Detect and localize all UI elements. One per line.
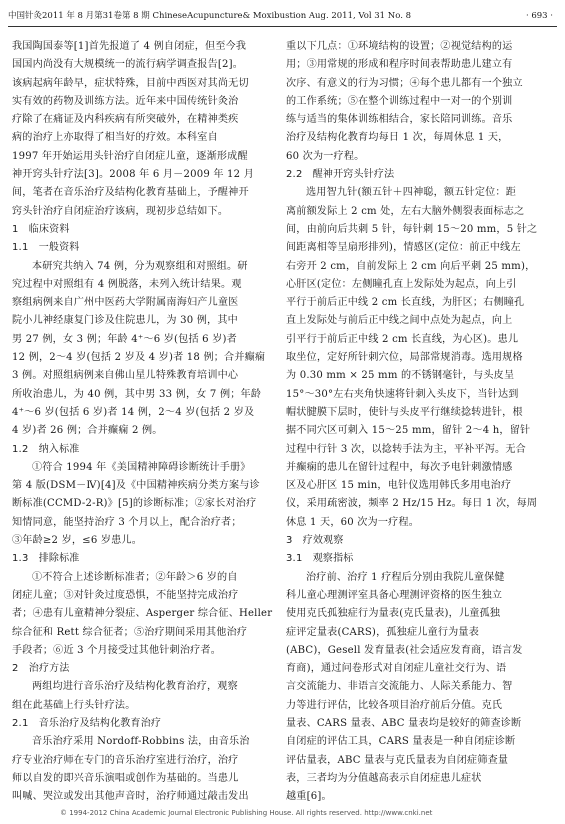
text-line: 科儿童心理测评室具备心理测评资格的医生独立 <box>286 589 503 601</box>
text-line: 量表、CARS 量表、ABC 量表均是较好的筛查诊断 <box>286 717 522 729</box>
left-column <box>12 38 278 808</box>
text-line: 过程中行针 3 次，以捻转手法为主，平补平泻。无合 <box>286 443 526 455</box>
text-line: 两组均进行音乐治疗及结构化教育治疗，观察 <box>32 681 238 693</box>
text-line: 越重[6]。 <box>286 791 332 803</box>
subsection-heading: 3.1 观察指标 <box>286 553 354 565</box>
copyright-footer: © 1994-2012 China Academic Journal Electronic Publishing House. All rights reserved. http://www.cnki.net <box>60 809 433 817</box>
text-line: 综合征和 Rett 综合征者；⑤治疗期间采用其他治疗 <box>12 626 248 638</box>
text-line: 该病起病年龄早，症状特殊，目前中西医对其尚无切 <box>12 77 249 89</box>
text-line: 究过程中对照组有 4 例脱落，未列入统计结果。观 <box>12 278 242 290</box>
subsection-heading: 1.1 一般资料 <box>12 242 80 254</box>
text-line: 言交流能力、非语言交流能力、人际关系能力、智 <box>286 681 513 693</box>
text-line: 窍头针治疗自闭症治疗该病，现初步总结如下。 <box>12 205 229 217</box>
text-line: 间，由前向后共刺 5 针，每针刺 15～20 mm，5 针之 <box>286 223 538 235</box>
text-line: 使用克氏孤独症行为量表(克氏量表)，儿童孤独 <box>286 608 501 620</box>
text-line: 4⁺～6 岁(包括 6 岁)者 14 例，2～4 岁(包括 2 岁及 <box>12 406 255 418</box>
text-line: 选用智九针(额五针＋四神聪，额五针定位：距 <box>306 187 517 199</box>
text-line: ①不符合上述诊断标准者；②年龄＞6 岁的自 <box>32 571 238 583</box>
text-line: ①符合 1994 年《美国精神障碍诊断统计手册》 <box>32 461 251 473</box>
text-line: ③年龄≥2 岁，≤6 岁患儿。 <box>12 535 143 547</box>
text-line: 并癫痫的患儿在留针过程中，每次予电针刺激情感 <box>286 461 513 473</box>
text-line: 用；③用常规的形成和程序时间表帮助患儿建立有 <box>286 59 513 71</box>
text-line: 仪，采用疏密波，频率 2 Hz/15 Hz。每日 1 次，每周 <box>286 498 538 510</box>
text-line: 15°～30°左右夹角快速将针刺入头皮下，当针达到 <box>286 388 519 400</box>
text-line: 断标准(CCMD-2-R)》[5]的诊断标准；②家长对治疗 <box>12 498 257 510</box>
subsection-heading: 2.1 音乐治疗及结构化教育治疗 <box>12 717 162 729</box>
text-line: 力等进行评估，比较各项目治疗前后分值。克氏 <box>286 699 503 711</box>
text-line: 平行于前后正中线 2 cm 长直线，为肝区；右侧瞳孔 <box>286 297 525 309</box>
text-line: 疗专业治疗师在专门的音乐治疗室进行治疗，治疗 <box>12 754 239 766</box>
text-line: 3 例。对照组病例来自佛山星儿特殊教育培训中心 <box>12 370 239 382</box>
text-line: 院小儿神经康复门诊及住院患儿，为 30 例，其中 <box>12 315 238 327</box>
text-line: 组在此基础上行头针疗法。 <box>12 699 136 711</box>
page-number: · 693 · <box>525 11 553 21</box>
text-line: 我国陶国泰等[1]首先报道了 4 例自闭症，但至今我 <box>12 41 247 52</box>
text-line: 心肝区(定位：左侧瞳孔直上发际处为起点，向上引 <box>286 278 517 290</box>
page-header <box>8 9 557 23</box>
text-line: 育商)，通过问卷形式对自闭症儿童社交行为、语 <box>286 663 507 675</box>
text-line: 所收治患儿，为 40 例，其中男 33 例，女 7 例；年龄 <box>12 388 262 400</box>
text-line: 叫喊、哭泣或发出其他声音时，治疗师通过敲击发出 <box>12 791 249 803</box>
subsection-heading <box>286 806 552 808</box>
text-line: 师以自发的即兴音乐演唱或创作为基础的。当患儿 <box>12 772 239 784</box>
text-line: 离前额发际上 2 cm 处，左右大脑外侧裂表面标志之 <box>286 205 525 217</box>
text-line: 据不同穴区可刺入 15～25 mm，留针 2～4 h，留针 <box>286 425 531 437</box>
text-line: 60 次为一疗程。 <box>286 150 365 162</box>
text-line: 取坐位，定好所针刺穴位，局部常规消毒。选用规格 <box>286 352 523 364</box>
text-line: 直上发际处与前后正中线之间中点处为起点，向上 <box>286 315 513 327</box>
text-line: 次序、有意义的行为习惯；④每个患儿都有一个独立 <box>286 77 523 89</box>
text-line: 间，笔者在音乐治疗及结构化教育基础上，予醒神开 <box>12 187 249 199</box>
right-column <box>286 38 552 808</box>
text-line: 的工作系统；⑤在整个训练过程中一对一的个别训 <box>286 95 513 107</box>
text-line: 症评定量表(CARS)，孤独症儿童行为量表 <box>286 626 480 638</box>
text-line: 4 岁)者 26 例；合并癫痫 2 例。 <box>12 425 163 437</box>
section-heading: 3 疗效观察 <box>286 535 344 547</box>
text-line: 国国内尚没有大规模统一的流行病学调查报告[2]。 <box>12 59 244 71</box>
text-line: 治疗前、治疗 1 疗程后分别由我院儿童保健 <box>306 571 505 583</box>
text-line: 右旁开 2 cm，自前发际上 2 cm 向后平刺 25 mm)， <box>286 260 536 272</box>
text-line: 表，三者均为分值越高表示自闭症患儿症状 <box>286 772 482 784</box>
text-line: 为 0.30 mm × 25 mm 的不锈钢毫针，与头皮呈 <box>286 370 515 382</box>
text-line: 闭症儿童；③对针灸过度恐惧，不能坚持完成治疗 <box>12 589 239 601</box>
journal-header: 中国针灸2011 年 8 月第31卷第 8 期 ChineseAcupuncture& Moxibustion Aug. 2011, Vol 31 No. 8 <box>8 11 412 21</box>
text-line: 休息 1 天，60 次为一疗程。 <box>286 516 420 528</box>
text-line: 实有效的药物及训练方法。近年来中国传统针灸治 <box>12 95 239 107</box>
subsection-heading: 2.2 醒神开窍头针疗法 <box>286 169 395 181</box>
text-line: 者；④患有儿童精神分裂症、Asperger 综合征、Heller <box>12 608 273 620</box>
subsection-heading: 1.3 排除标准 <box>12 553 80 565</box>
text-line: 知情同意，能坚持治疗 3 个月以上，配合治疗者； <box>12 516 242 528</box>
text-line: 男 27 例，女 3 例；年龄 4⁺～6 岁(包括 6 岁)者 <box>12 333 237 345</box>
text-line: 自闭症的评估工具，CARS 量表是一种自闭症诊断 <box>286 736 516 748</box>
text-line: 练与适当的集体训练相结合，家长陪同训练。音乐 <box>286 114 513 126</box>
text-line: 1997 年开始运用头针治疗自闭症儿童，逐渐形成醒 <box>12 150 248 162</box>
text-line: 神开窍头针疗法[3]。2008 年 6 月－2009 年 12 月 <box>12 169 255 181</box>
text-line: 音乐治疗采用 Nordoff-Robbins 法，由音乐治 <box>32 736 250 748</box>
text-line: 重以下几点：①环境结构的设置；②视觉结构的运 <box>286 41 513 52</box>
text-line: 疗除了在痛证及内科疾病有所突破外，在精神类疾 <box>12 114 239 126</box>
text-line: 治疗及结构化教育均每日 1 次，每周休息 1 天， <box>286 132 509 144</box>
text-line: 12 例，2～4 岁(包括 2 岁及 4 岁)者 18 例；合并癫痫 <box>12 352 266 364</box>
section-heading: 1 临床资料 <box>12 223 70 235</box>
text-line: 引平行于前后正中线 2 cm 长直线，为心区)。患儿 <box>286 333 519 345</box>
text-line: 手段者；⑥近 3 个月接受过其他针刺治疗者。 <box>12 644 222 656</box>
text-line: 病的治疗上亦取得了相当好的疗效。本科室自 <box>12 132 218 144</box>
text-line: 评估量表，ABC 量表与克氏量表为自闭症筛查量 <box>286 754 509 766</box>
text-line: 帽状腱膜下层时，使针与头皮平行继续捻转进针，根 <box>286 406 523 418</box>
text-line: 察组病例来自广州中医药大学附属南海妇产儿童医 <box>12 297 239 309</box>
text-line: 第 4 版(DSM－Ⅳ)[4]及《中国精神疾病分类方案与诊 <box>12 480 260 492</box>
text-line: (ABC)，Gesell 发育量表(社会适应发育商，语言发 <box>286 644 523 656</box>
text-line: 间距离相等呈扇形排列)，情感区(定位：前正中线左 <box>286 242 521 254</box>
text-line: 区及心肝区 15 min，电针仪选用韩氏多用电治疗 <box>286 480 512 492</box>
section-heading: 2 治疗方法 <box>12 663 70 675</box>
text-line <box>12 806 278 808</box>
text-line: 本研究共纳入 74 例，分为观察组和对照组。研 <box>32 260 248 272</box>
subsection-heading: 1.2 纳入标准 <box>12 443 80 455</box>
header-rule <box>8 26 557 27</box>
